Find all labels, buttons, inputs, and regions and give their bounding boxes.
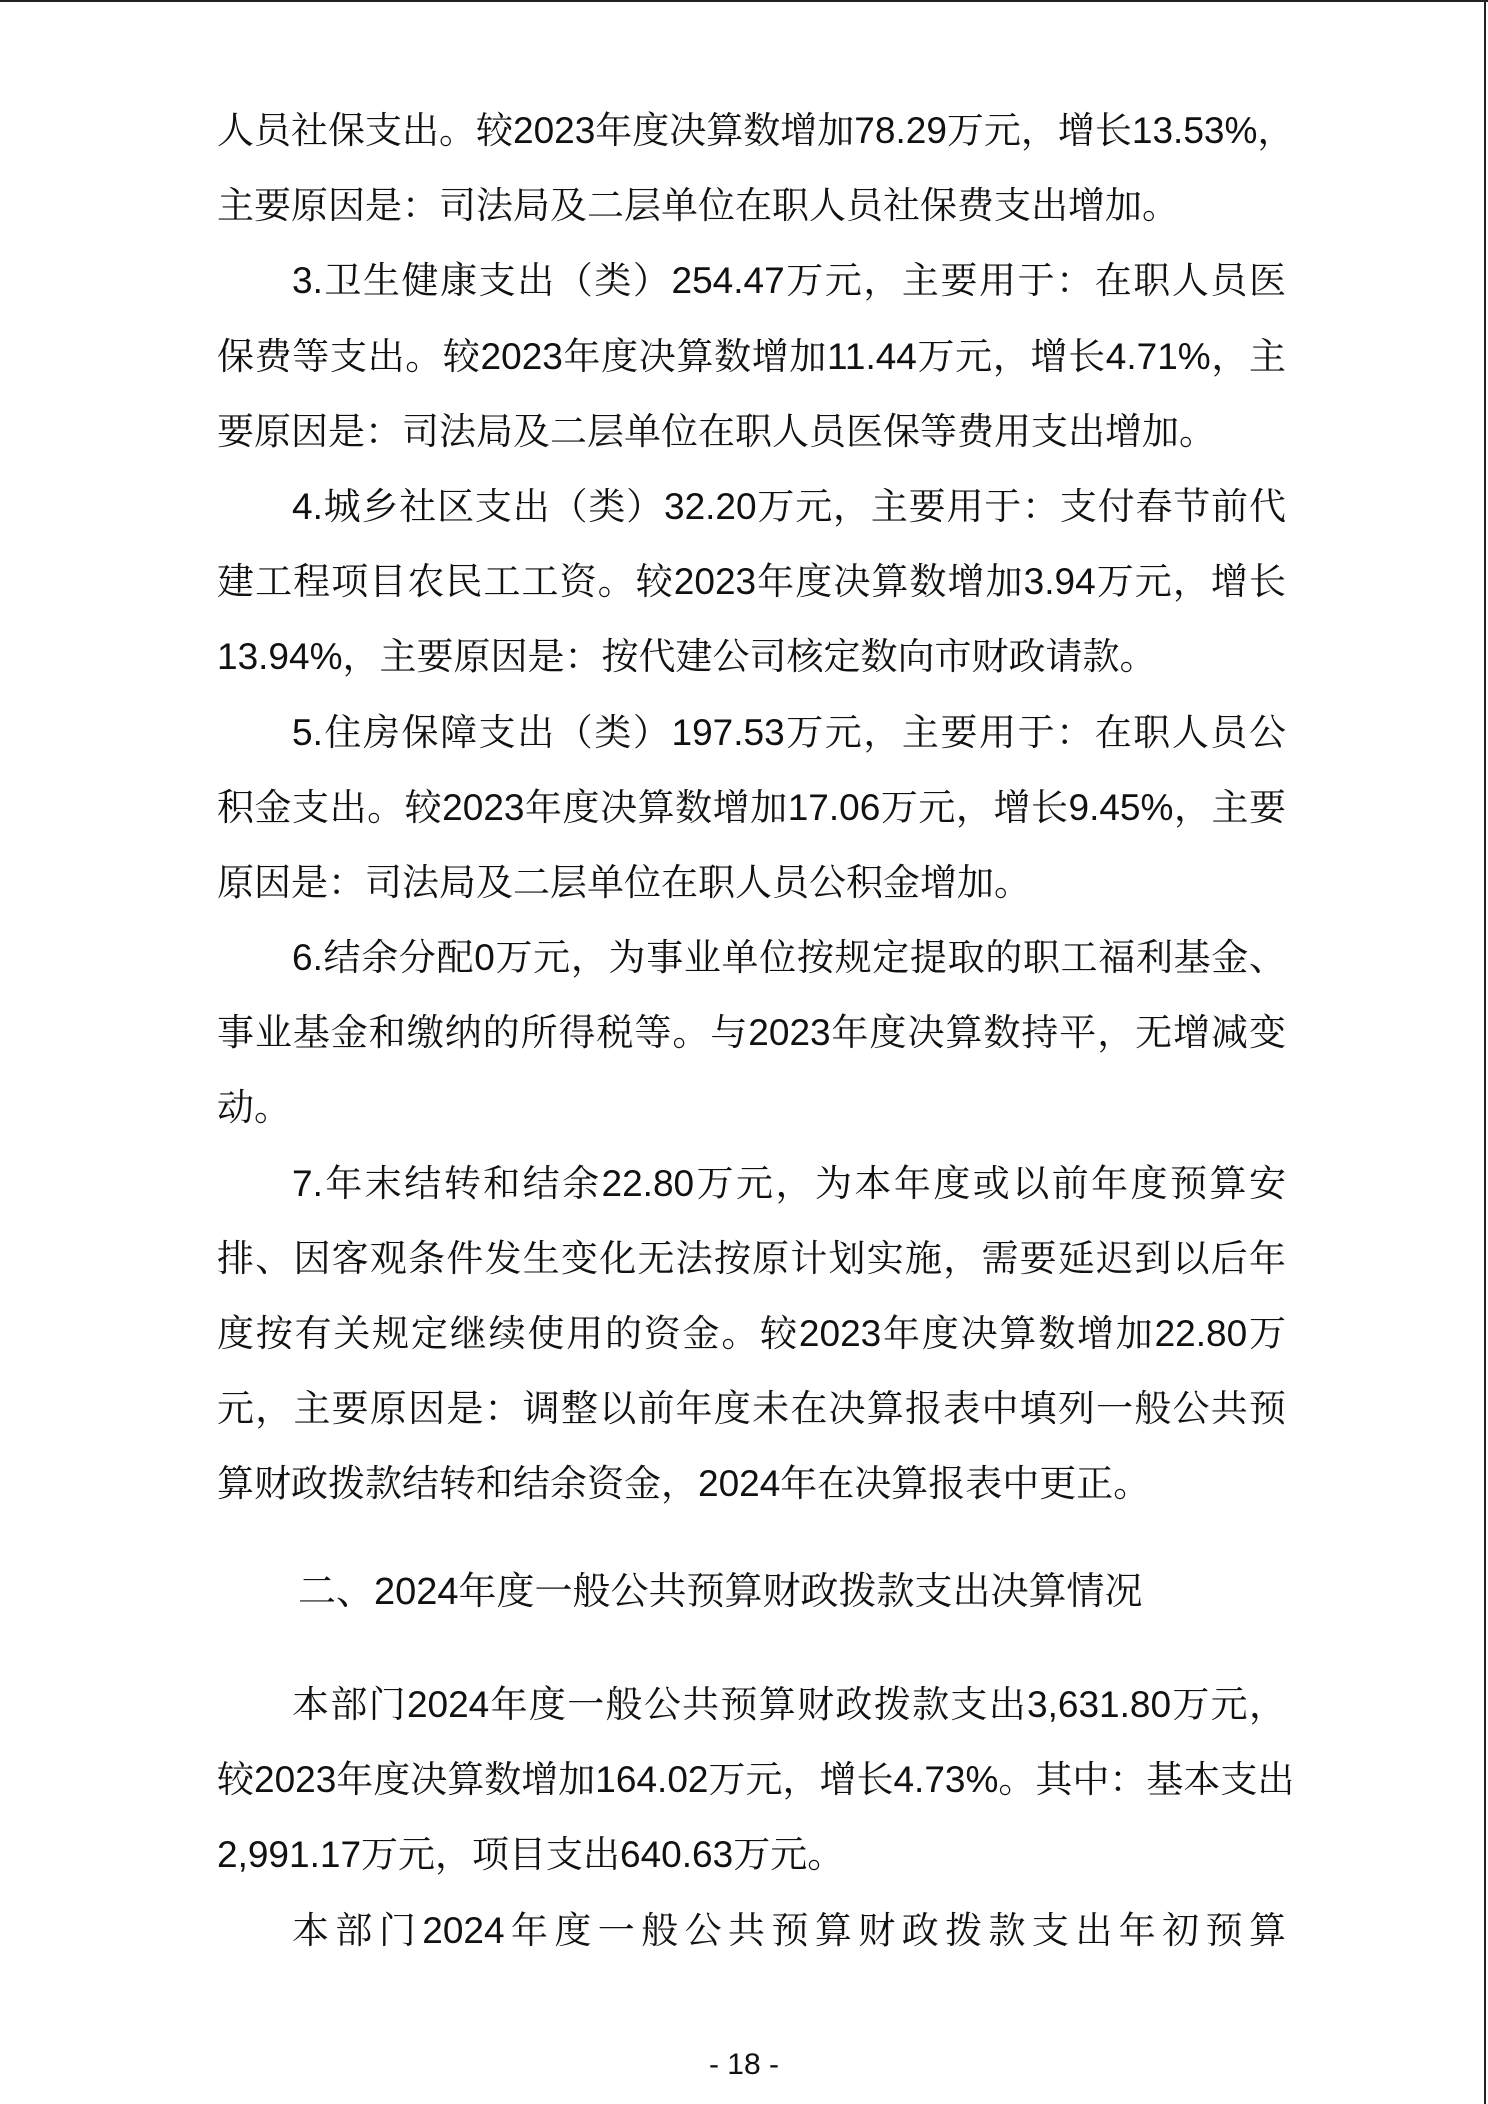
page-number: - 18 - bbox=[708, 2048, 780, 2081]
text-line: 4.城乡社区支出（类）32.20万元，主要用于：支付春节前代 bbox=[292, 485, 1286, 527]
text-line: 要原因是：司法局及二层单位在职人员医保等费用支出增加。 bbox=[217, 410, 1216, 452]
text-line: 原因是：司法局及二层单位在职人员公积金增加。 bbox=[217, 861, 1031, 903]
text-line: 6.结余分配0万元，为事业单位按规定提取的职工福利基金、 bbox=[292, 937, 1286, 979]
text-line: 建工程项目农民工工资。较2023年度决算数增加3.94万元，增长 bbox=[217, 561, 1286, 603]
page-border-right bbox=[1484, 0, 1486, 2104]
paragraph bbox=[217, 920, 1286, 1146]
text-line: 事业基金和缴纳的所得税等。与2023年度决算数持平，无增减变 bbox=[217, 1012, 1286, 1054]
text-line: 本部门2024年度一般公共预算财政拨款支出3,631.80万元， bbox=[292, 1684, 1286, 1725]
text-line: 算财政拨款结转和结余资金，2024年在决算报表中更正。 bbox=[217, 1463, 1151, 1505]
text-line: 主要原因是：司法局及二层单位在职人员社保费支出增加。 bbox=[217, 185, 1179, 227]
body-text-bottom bbox=[217, 1667, 1295, 1968]
text-line: 13.94%，主要原因是：按代建公司核定数向市财政请款。 bbox=[217, 636, 1157, 678]
text-line: 动。 bbox=[217, 1087, 291, 1129]
text-line: 保费等支出。较2023年度决算数增加11.44万元，增长4.71%，主 bbox=[217, 335, 1286, 377]
text-line: 较2023年度决算数增加164.02万元，增长4.73%。其中：基本支出 bbox=[217, 1759, 1295, 1801]
text-line: 本部门2024年度一般公共预算财政拨款支出年初预算 bbox=[292, 1909, 1286, 1951]
text-line: 积金支出。较2023年度决算数增加17.06万元，增长9.45%，主要 bbox=[217, 786, 1286, 828]
paragraph bbox=[217, 1893, 1286, 1968]
paragraph bbox=[217, 695, 1286, 921]
text-line: 3.卫生健康支出（类）254.47万元，主要用于：在职人员医 bbox=[292, 260, 1286, 302]
text-line: 2,991.17万元，项目支出640.63万元。 bbox=[217, 1834, 845, 1876]
paragraph bbox=[217, 1667, 1295, 1893]
text-line: 排、因客观条件发生变化无法按原计划实施，需要延迟到以后年 bbox=[217, 1237, 1286, 1279]
text-line: 度按有关规定继续使用的资金。较2023年度决算数增加22.80万 bbox=[217, 1313, 1286, 1354]
paragraph bbox=[217, 243, 1286, 469]
paragraph bbox=[217, 469, 1286, 695]
text-line: 5.住房保障支出（类）197.53万元，主要用于：在职人员公 bbox=[292, 711, 1286, 753]
page-border-top bbox=[0, 0, 1488, 2]
paragraph bbox=[217, 93, 1295, 243]
body-text-top bbox=[217, 93, 1295, 1522]
paragraph bbox=[217, 1146, 1286, 1522]
section-heading: 二、2024年度一般公共预算财政拨款支出决算情况 bbox=[298, 1571, 1143, 1613]
text-line: 人员社保支出。较2023年度决算数增加78.29万元，增长13.53%， bbox=[217, 110, 1295, 151]
text-line: 7.年末结转和结余22.80万元，为本年度或以前年度预算安 bbox=[292, 1162, 1286, 1204]
text-line: 元，主要原因是：调整以前年度未在决算报表中填列一般公共预 bbox=[217, 1388, 1286, 1430]
